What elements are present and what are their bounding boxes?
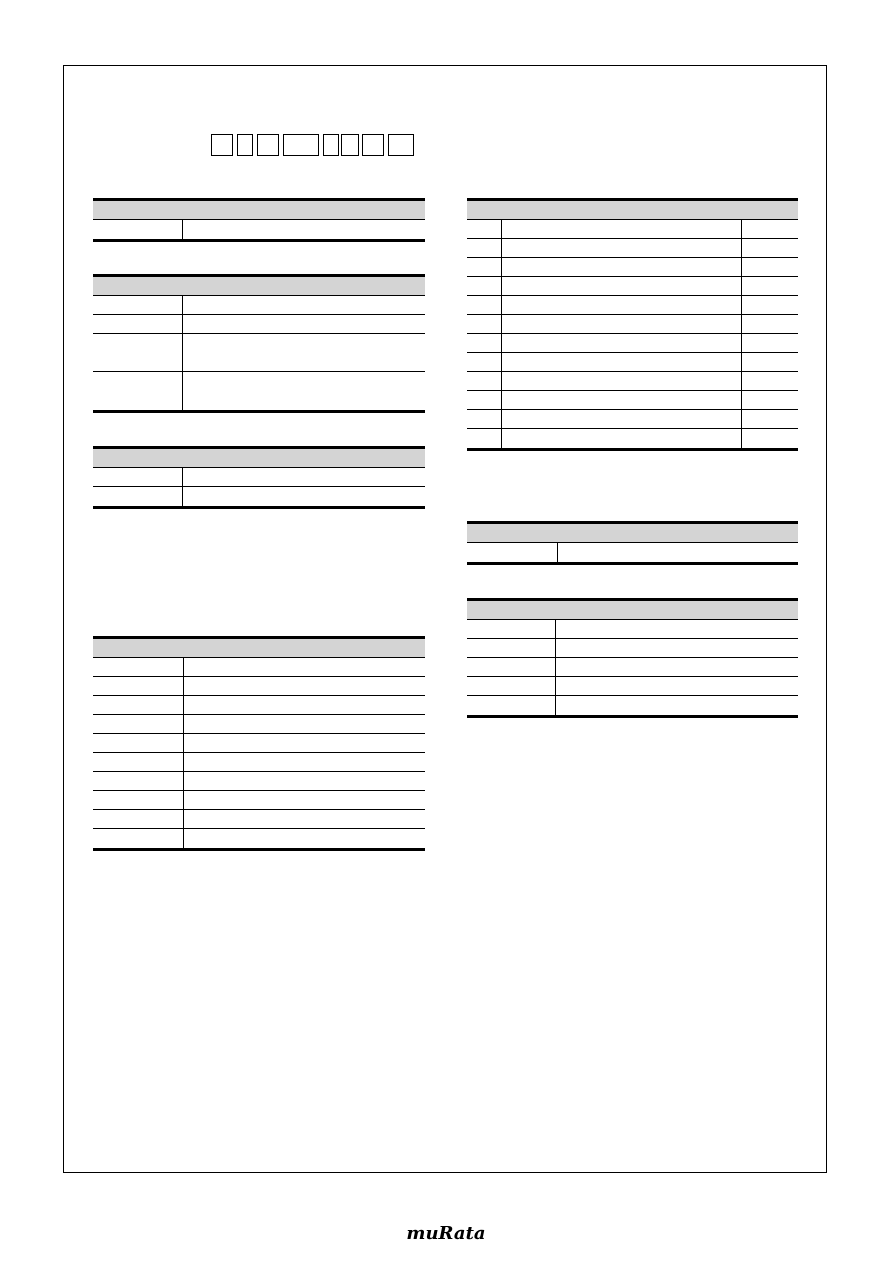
code-box-3 bbox=[257, 134, 279, 156]
table-row bbox=[467, 372, 798, 391]
table-row bbox=[93, 715, 425, 734]
table-row bbox=[467, 239, 798, 258]
table-row bbox=[467, 639, 798, 658]
table-header-row bbox=[93, 449, 425, 468]
table-right-1 bbox=[467, 198, 798, 451]
table-row bbox=[467, 277, 798, 296]
table-row bbox=[93, 772, 425, 791]
table-row bbox=[93, 810, 425, 829]
table-row bbox=[467, 220, 798, 239]
table-row bbox=[467, 543, 798, 562]
table-row bbox=[93, 791, 425, 810]
code-box-4 bbox=[283, 134, 319, 156]
table-row bbox=[467, 620, 798, 639]
table-row bbox=[467, 391, 798, 410]
table-row bbox=[93, 296, 425, 315]
table-row bbox=[467, 258, 798, 277]
table-left-1 bbox=[93, 198, 425, 242]
table-row bbox=[93, 220, 425, 239]
table-header-row bbox=[93, 201, 425, 220]
table-row bbox=[467, 677, 798, 696]
svg-text:muRata: muRata bbox=[406, 1223, 486, 1244]
table-row bbox=[93, 829, 425, 848]
table-left-2 bbox=[93, 274, 425, 413]
table-left-4 bbox=[93, 636, 425, 851]
table-row bbox=[93, 677, 425, 696]
table-row bbox=[467, 315, 798, 334]
code-box-2 bbox=[237, 134, 253, 156]
table-row bbox=[93, 487, 425, 506]
table-row bbox=[93, 734, 425, 753]
code-box-6 bbox=[341, 134, 359, 156]
table-row bbox=[93, 696, 425, 715]
table-row bbox=[93, 372, 425, 410]
table-row bbox=[467, 696, 798, 715]
table-row bbox=[93, 753, 425, 772]
table-right-2 bbox=[467, 521, 798, 565]
code-box-8 bbox=[388, 134, 414, 156]
table-header-row bbox=[93, 277, 425, 296]
table-row bbox=[93, 468, 425, 487]
table-row bbox=[467, 296, 798, 315]
code-box-7 bbox=[362, 134, 384, 156]
table-row bbox=[93, 334, 425, 372]
table-row bbox=[467, 410, 798, 429]
code-box-5 bbox=[323, 134, 339, 156]
table-row bbox=[467, 658, 798, 677]
murata-logo bbox=[404, 1222, 488, 1246]
table-row bbox=[467, 334, 798, 353]
table-header-row bbox=[467, 601, 798, 620]
table-row bbox=[467, 353, 798, 372]
table-header-row bbox=[467, 524, 798, 543]
table-header-row bbox=[467, 201, 798, 220]
code-box-1 bbox=[211, 134, 233, 156]
table-row bbox=[93, 658, 425, 677]
table-row bbox=[93, 315, 425, 334]
table-row bbox=[467, 429, 798, 448]
table-left-3 bbox=[93, 446, 425, 509]
table-header-row bbox=[93, 639, 425, 658]
table-right-3 bbox=[467, 598, 798, 718]
